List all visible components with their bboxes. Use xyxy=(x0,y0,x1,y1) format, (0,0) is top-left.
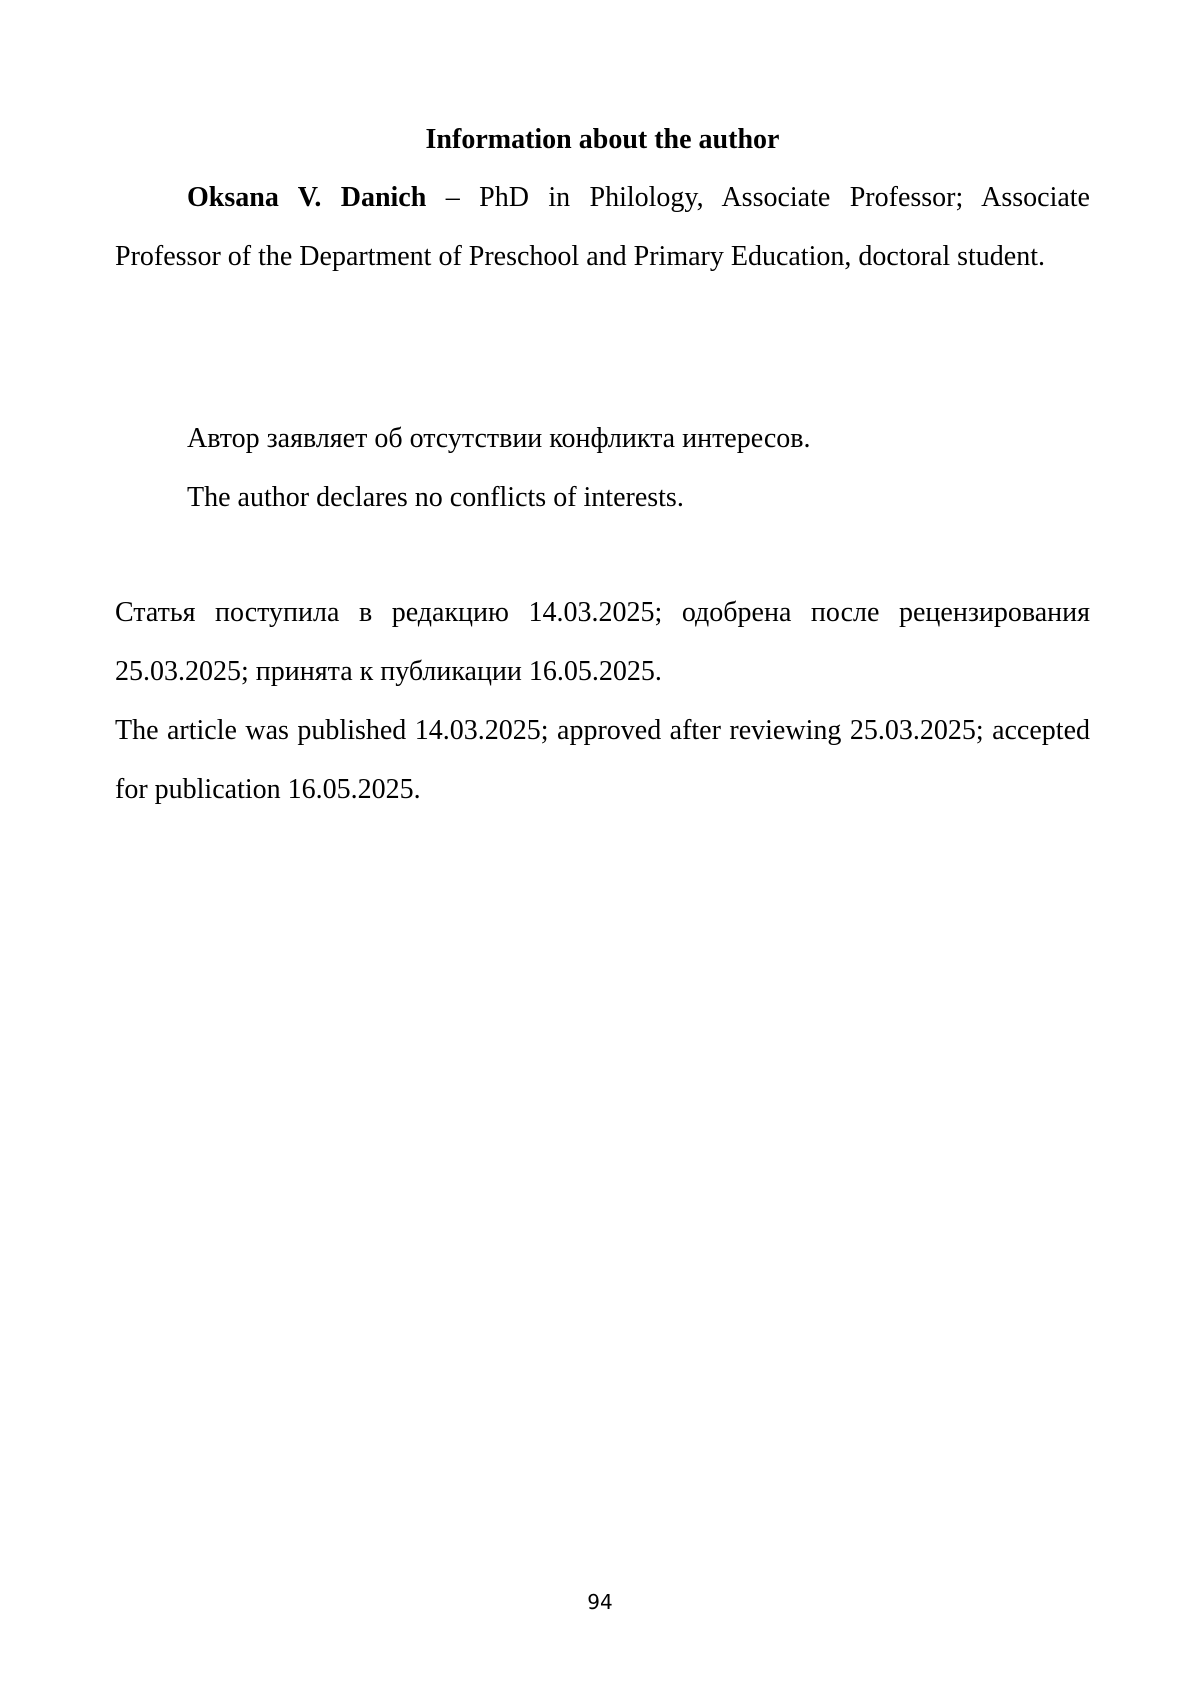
page-number: 94 xyxy=(587,1590,613,1614)
author-name: Oksana V. Danich xyxy=(187,182,427,213)
conflict-statement-ru: Автор заявляет об отсутствии конфликта интересов. xyxy=(187,423,811,454)
conflict-statement-en: The author declares no conflicts of interests. xyxy=(187,482,684,513)
section-heading: Information about the author xyxy=(425,124,780,155)
article-history-ru: Статья поступила в редакцию 14.03.2025; одобрена после рецензирования 25.03.2025; принята к публикации 16.05.2025. xyxy=(115,597,1090,687)
author-info-paragraph xyxy=(115,168,1090,286)
author-description: – PhD in Philology, Associate Professor; Associate Professor of the Department of Preschool and Primary Education, doctoral student. xyxy=(115,182,1090,272)
article-history-en: The article was published 14.03.2025; approved after reviewing 25.03.2025; accepted for publication 16.05.2025. xyxy=(115,715,1090,805)
